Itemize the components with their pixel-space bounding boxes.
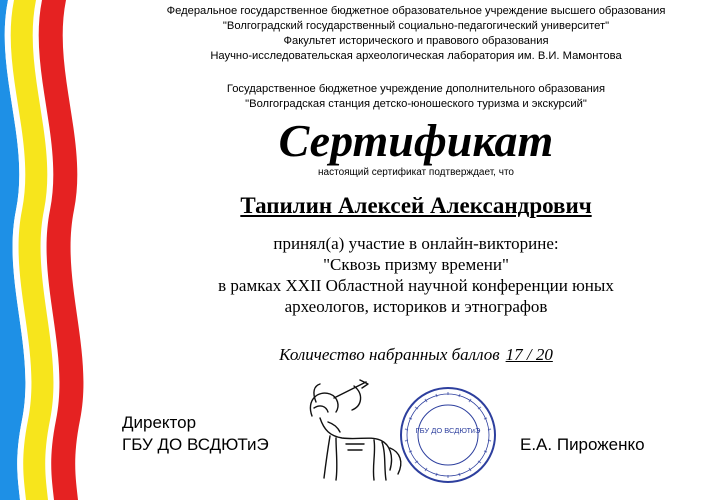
- score-label: Количество набранных баллов: [279, 345, 500, 364]
- header-line: "Волгоградский государственный социально-педагогический университет": [222, 20, 610, 32]
- score-line: [110, 345, 722, 365]
- body-line: принял(а) участие в онлайн-викторине:: [273, 234, 559, 253]
- score-value: 17 / 20: [505, 345, 553, 364]
- position-line: Директор: [122, 413, 197, 432]
- header-line: Научно-исследовательская археологическая лаборатория им. В.И. Мамонтова: [210, 50, 622, 62]
- body-line: "Сквозь призму времени": [323, 255, 509, 274]
- header-line: "Волгоградская станция детско-юношеского туризма и экскурсий": [245, 98, 587, 110]
- certificate-subtitle: настоящий сертификат подтверждает, что: [318, 167, 514, 178]
- stamp-center-text: ГБУ ДО ВСДЮТиЭ: [415, 426, 481, 435]
- header-organization: [110, 4, 722, 64]
- decorative-wave-stripes: [0, 0, 110, 500]
- header-partner: [110, 82, 722, 112]
- recipient-name: Тапилин Алексей Александрович: [240, 193, 592, 218]
- signatory-position: [122, 412, 269, 456]
- header-line: Федеральное государственное бюджетное образовательное учреждение высшего образования: [166, 5, 666, 17]
- header-line: Факультет исторического и правового образования: [283, 35, 549, 47]
- certificate-title: Сертификат: [278, 115, 554, 166]
- participation-text: [110, 233, 722, 317]
- header-line: Государственное бюджетное учреждение дополнительного образования: [226, 83, 606, 95]
- official-stamp: [398, 385, 498, 485]
- body-line: в рамках XXII Областной научной конференции юных: [218, 276, 614, 295]
- body-line: археологов, историков и этнографов: [284, 297, 548, 316]
- position-line: ГБУ ДО ВСДЮТиЭ: [122, 435, 269, 454]
- signatory-name: Е.А. Пироженко: [520, 435, 645, 454]
- signature-drawing: [290, 378, 410, 488]
